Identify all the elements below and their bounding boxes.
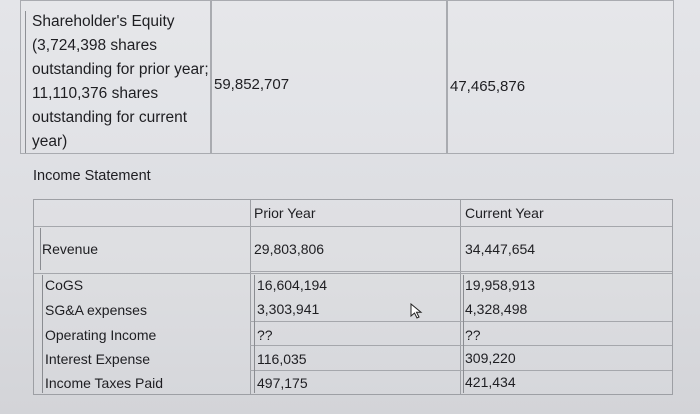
row-divider	[250, 345, 672, 346]
row-current-revenue: 34,447,654	[465, 241, 536, 257]
row-prior-revenue: 29,803,806	[254, 241, 325, 257]
row-current-income-taxes: 421,434	[465, 374, 516, 390]
row-prior-sga: 3,303,941	[257, 301, 320, 317]
column-divider	[250, 200, 251, 394]
income-statement-title: Income Statement	[33, 168, 151, 184]
current-values-box	[463, 275, 464, 393]
equity-prior-cell	[211, 0, 447, 154]
equity-label-line: Shareholder's Equity	[32, 13, 175, 30]
row-divider	[250, 370, 672, 371]
row-label-cogs: CoGS	[45, 277, 84, 293]
row-prior-cogs: 16,604,194	[257, 277, 328, 293]
row-current-sga: 4,328,498	[465, 301, 528, 317]
equity-label-line: 11,110,376 shares	[32, 85, 159, 102]
row-divider	[34, 226, 672, 227]
header-current-year: Current Year	[465, 205, 544, 221]
revenue-label-box	[40, 228, 41, 270]
expense-labels-box	[42, 275, 43, 393]
row-current-cogs: 19,958,913	[465, 277, 536, 293]
equity-prior-value: 59,852,707	[214, 76, 290, 93]
row-label-operating-income: Operating Income	[45, 327, 157, 343]
row-label-income-taxes: Income Taxes Paid	[45, 375, 164, 391]
row-prior-interest-expense: 116,035	[257, 351, 307, 367]
equity-label-line: outstanding for prior year;	[32, 61, 209, 78]
row-label-interest-expense: Interest Expense	[45, 351, 151, 367]
equity-current-value: 47,465,876	[450, 78, 526, 95]
equity-table	[20, 0, 674, 156]
row-divider	[34, 273, 672, 274]
equity-label-line: (3,724,398 shares	[32, 37, 157, 54]
column-divider	[460, 200, 461, 394]
row-label-revenue: Revenue	[42, 241, 99, 257]
equity-label-cell	[20, 0, 211, 154]
equity-current-cell	[447, 0, 674, 154]
row-prior-income-taxes: 497,175	[257, 375, 308, 391]
row-current-interest-expense: 309,220	[465, 350, 516, 366]
prior-values-box	[254, 275, 255, 393]
income-statement-table	[33, 199, 673, 395]
equity-label-line: outstanding for current	[32, 109, 188, 126]
row-label-sga: SG&A expenses	[45, 302, 147, 318]
row-prior-operating-income: ??	[257, 327, 273, 343]
equity-label-box	[25, 11, 210, 153]
header-prior-year: Prior Year	[254, 205, 316, 221]
mouse-cursor-icon	[410, 303, 424, 319]
row-divider	[250, 321, 672, 322]
row-divider	[250, 271, 672, 272]
row-current-operating-income: ??	[465, 327, 481, 343]
equity-label-line: year)	[32, 133, 68, 150]
